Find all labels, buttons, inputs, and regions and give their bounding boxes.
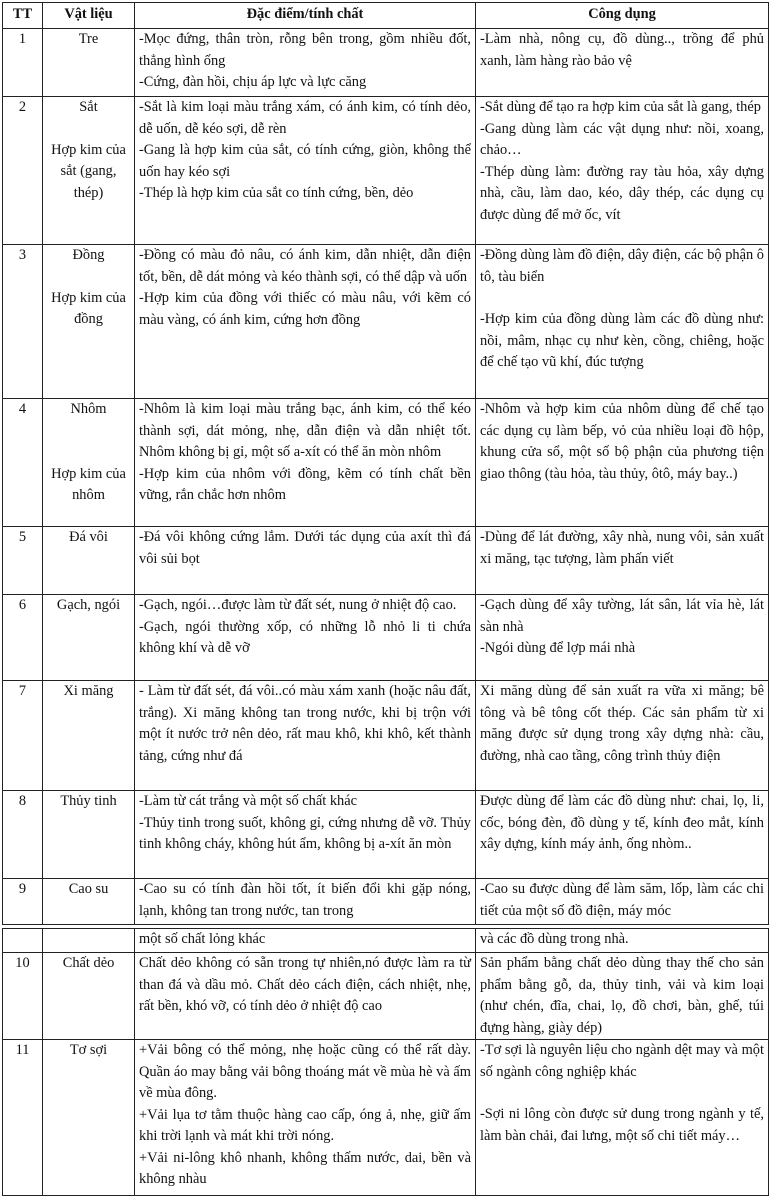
cell-uses xyxy=(476,97,769,245)
use-text: -Ngói dùng để lợp mái nhà xyxy=(480,640,636,656)
table-row xyxy=(3,953,769,1040)
property-text: -Gạch, ngói…được làm từ đất sét, nung ở nhiệt độ cao. xyxy=(139,597,457,613)
cell-uses xyxy=(476,245,769,399)
use-text: và các đồ dùng trong nhà. xyxy=(480,931,629,947)
property-text: +Vải bông có thể mỏng, nhẹ hoặc cũng có thể rất dày. Quần áo may bằng vải bông thoáng mát về mùa hè và ấm về mùa đông. xyxy=(139,1042,471,1101)
table-row xyxy=(3,595,769,681)
cell-properties xyxy=(135,953,476,1040)
property-text: -Hợp kim của nhôm với đồng, kẽm có tính chất bền vững, rắn chắc hơn nhôm xyxy=(139,465,471,503)
cell-tt: 8 xyxy=(3,791,43,879)
table-row xyxy=(3,527,769,595)
table-row xyxy=(3,399,769,527)
use-text: -Sắt dùng để tạo ra hợp kim của sắt là gang, thép xyxy=(480,99,761,115)
spacer xyxy=(480,288,764,309)
header-row xyxy=(3,3,769,29)
property-text: -Thép là hợp kim của sắt co tính cứng, bền, dẻo xyxy=(139,185,414,201)
material-name: Thủy tinh xyxy=(60,793,117,809)
cell-tt: 5 xyxy=(3,527,43,595)
cell-properties xyxy=(135,1040,476,1196)
material-name: Hợp kim của nhôm xyxy=(51,465,126,503)
table-body xyxy=(3,29,769,925)
use-text: -Thép dùng làm: đường ray tàu hỏa, xây dựng nhà, cầu, làm dao, kéo, dây thép, các dụng cụ được dùng để mở ốc, vít xyxy=(480,163,764,223)
use-text: -Tơ sợi là nguyên liệu cho ngành dệt may và một số ngành công nghiệp khác xyxy=(480,1042,764,1080)
spacer xyxy=(47,267,130,288)
material-name: Sắt xyxy=(79,99,98,115)
cell-uses xyxy=(476,527,769,595)
cell-tt: 6 xyxy=(3,595,43,681)
header-properties: Đặc điểm/tính chất xyxy=(135,3,476,29)
cell-tt: 9 xyxy=(3,879,43,925)
cell-uses xyxy=(476,791,769,879)
property-text: -Mọc đứng, thân tròn, rỗng bên trong, gồm nhiều đốt, thẳng hình ống xyxy=(139,31,471,69)
cell-tt: 11 xyxy=(3,1040,43,1196)
cell-material xyxy=(43,879,135,925)
cell-uses xyxy=(476,681,769,791)
cell-properties xyxy=(135,527,476,595)
use-text: -Nhôm và hợp kim của nhôm dùng để chế tạo các dụng cụ làm bếp, vỏ của nhiều loại đồ hộp, khung cửa sổ, một số bộ phận của phương tiện giao thông (tàu hỏa, tàu thủy, ôtô, máy bay..) xyxy=(480,401,764,482)
use-text: -Hợp kim của đồng dùng làm các đồ dùng như: nồi, mâm, nhạc cụ như kèn, cồng, chiêng, hoặc để chế tạo vũ khí, đúc tượng xyxy=(480,311,764,370)
material-name: Đá vôi xyxy=(69,529,108,545)
property-text: -Đồng có màu đỏ nâu, có ánh kim, dẫn nhiệt, dẫn điện tốt, bền, dễ dát mỏng và kéo thành sợi, có thể dập và uốn xyxy=(139,247,471,285)
use-text: -Dùng để lát đường, xây nhà, nung vôi, sản xuất xi măng, tạc tượng, làm phấn viết xyxy=(480,529,764,567)
spacer xyxy=(47,421,130,464)
material-name: Tre xyxy=(78,31,99,47)
header-material: Vật liệu xyxy=(43,3,135,29)
material-name: Hợp kim của đồng xyxy=(51,289,126,327)
cell-tt: 2 xyxy=(3,97,43,245)
cell-uses xyxy=(476,953,769,1040)
header-uses: Công dụng xyxy=(476,3,769,29)
material-name: Tơ sợi xyxy=(69,1042,108,1058)
property-text: +Vải lụa tơ tằm thuộc hàng cao cấp, óng ả, nhẹ, giữ ấm khi trời lạnh và mát khi trời nóng. xyxy=(139,1106,471,1144)
table-row xyxy=(3,245,769,399)
cell-material xyxy=(43,929,135,953)
materials-table-part-2 xyxy=(2,928,769,1196)
material-name: Gạch, ngói xyxy=(56,597,121,613)
cell-material xyxy=(43,595,135,681)
table-row xyxy=(3,929,769,953)
material-name: Đồng xyxy=(72,247,105,263)
spacer xyxy=(47,119,130,140)
cell-material xyxy=(43,527,135,595)
cell-uses xyxy=(476,1040,769,1196)
table-row xyxy=(3,97,769,245)
use-text: -Đồng dùng làm đồ điện, dây điện, các bộ phận ô tô, tàu biển xyxy=(480,247,764,285)
property-text: -Nhôm là kim loại màu trắng bạc, ánh kim, có thể kéo thành sợi, dát mỏng, nhẹ, dẫn điện và dẫn nhiệt tốt. Nhôm không bị gỉ, một số a-xít có thể ăn mòn nhôm xyxy=(139,401,471,460)
cell-material xyxy=(43,953,135,1040)
use-text: -Làm nhà, nông cụ, đồ dùng.., trồng để phủ xanh, làm hàng rào bảo vệ xyxy=(480,31,764,69)
cell-properties xyxy=(135,245,476,399)
cell-tt: 1 xyxy=(3,29,43,97)
materials-table-part-1 xyxy=(2,2,769,925)
cell-material xyxy=(43,245,135,399)
property-text: -Sắt là kim loại màu trắng xám, có ánh kim, có tính dẻo, dễ uốn, dễ kéo sợi, dễ rèn xyxy=(139,99,471,137)
material-name: Hợp kim của sắt (gang, thép) xyxy=(51,141,126,201)
material-name: Xi măng xyxy=(63,683,114,699)
property-text: -Làm từ cát trắng và một số chất khác xyxy=(139,793,357,809)
cell-material xyxy=(43,399,135,527)
property-text: -Hợp kim của đồng với thiếc có màu nâu, với kẽm có màu vàng, có ánh kim, cứng hơn đồng xyxy=(139,290,471,328)
table-row xyxy=(3,681,769,791)
property-text: một số chất lỏng khác xyxy=(139,931,266,947)
material-name: Chất dẻo xyxy=(62,955,115,971)
cell-uses xyxy=(476,399,769,527)
property-text: -Đá vôi không cứng lắm. Dưới tác dụng của axít thì đá vôi sủi bọt xyxy=(139,529,471,567)
cell-tt: 4 xyxy=(3,399,43,527)
table-row xyxy=(3,791,769,879)
cell-properties xyxy=(135,879,476,925)
cell-uses xyxy=(476,929,769,953)
use-text: Sản phẩm bằng chất dẻo dùng thay thế cho sản phẩm bằng gỗ, da, thủy tinh, vải và kim loại (như chén, đĩa, chai, lọ, đồ chơi, bàn, ghế, túi đựng hàng, giày dép) xyxy=(480,955,764,1036)
property-text: - Làm từ đất sét, đá vôi..có màu xám xanh (hoặc nâu đất, trắng). Xi măng không tan trong nước, khi bị trộn với một ít nước trở nên dẻo, rất mau khô, khi khô, kết thành tảng, cứng như đá xyxy=(139,683,471,764)
cell-uses xyxy=(476,29,769,97)
use-text: Xi măng dùng để sản xuất ra vữa xi măng; bê tông và bê tông cốt thép. Các sản phẩm từ xi măng được sử dụng trong xây dựng nhà: cầu, đường, nhà cao tầng, công trình thủy điện xyxy=(480,683,764,764)
cell-material xyxy=(43,791,135,879)
table-row xyxy=(3,1040,769,1196)
header-tt: TT xyxy=(3,3,43,29)
use-text: -Gạch dùng để xây tường, lát sân, lát vỉa hè, lát sàn nhà xyxy=(480,597,764,635)
cell-properties xyxy=(135,29,476,97)
property-text: -Gang là hợp kim của sắt, có tính cứng, giòn, không thể uốn hay kéo sợi xyxy=(139,142,471,180)
property-text: -Cứng, đàn hồi, chịu áp lực và lực căng xyxy=(139,74,367,90)
cell-material xyxy=(43,97,135,245)
cell-properties xyxy=(135,399,476,527)
cell-properties xyxy=(135,929,476,953)
cell-material xyxy=(43,681,135,791)
spacer xyxy=(480,1083,764,1104)
cell-tt xyxy=(3,929,43,953)
use-text: -Gang dùng làm các vật dụng như: nồi, xoang, chảo… xyxy=(480,120,764,158)
use-text: -Cao su được dùng để làm săm, lốp, làm các chi tiết của một số đồ điện, máy móc xyxy=(480,881,764,919)
cell-tt: 10 xyxy=(3,953,43,1040)
property-text: -Gạch, ngói thường xốp, có những lỗ nhỏ li ti chứa không khí và dễ vỡ xyxy=(139,618,471,656)
use-text: -Sợi ni lông còn được sử dung trong ngành y tế, làm bàn chải, đai lưng, một số chi tiết máy… xyxy=(480,1106,764,1144)
table-body xyxy=(3,929,769,1196)
material-name: Nhôm xyxy=(70,401,107,417)
cell-tt: 7 xyxy=(3,681,43,791)
cell-properties xyxy=(135,791,476,879)
use-text: Được dùng để làm các đồ dùng như: chai, lọ, li, cốc, bóng đèn, đồ dùng y tế, kính đeo mắt, kính xây dựng, kính máy ảnh, ống nhòm.. xyxy=(480,793,764,852)
cell-uses xyxy=(476,879,769,925)
cell-properties xyxy=(135,97,476,245)
material-name: Cao su xyxy=(68,881,109,897)
property-text: Chất dẻo không có sẵn trong tự nhiên,nó được làm ra từ than đá và dầu mỏ. Chất dẻo cách điện, cách nhiệt, nhẹ, rất bền, khó vỡ, có tính dẻo ở nhiệt độ cao xyxy=(139,955,471,1014)
cell-material xyxy=(43,1040,135,1196)
cell-properties xyxy=(135,681,476,791)
table-row xyxy=(3,879,769,925)
cell-properties xyxy=(135,595,476,681)
cell-tt: 3 xyxy=(3,245,43,399)
cell-uses xyxy=(476,595,769,681)
property-text: -Thủy tinh trong suốt, không gỉ, cứng nhưng dễ vỡ. Thủy tinh không cháy, không hút ẩm, không bị a-xít ăn mòn xyxy=(139,814,471,852)
property-text: +Vải ni-lông khô nhanh, không thấm nước, dai, bền và không nhàu xyxy=(139,1149,471,1187)
property-text: -Cao su có tính đàn hồi tốt, ít biến đổi khi gặp nóng, lạnh, không tan trong nước, tan trong xyxy=(139,881,471,919)
table-row xyxy=(3,29,769,97)
cell-material xyxy=(43,29,135,97)
